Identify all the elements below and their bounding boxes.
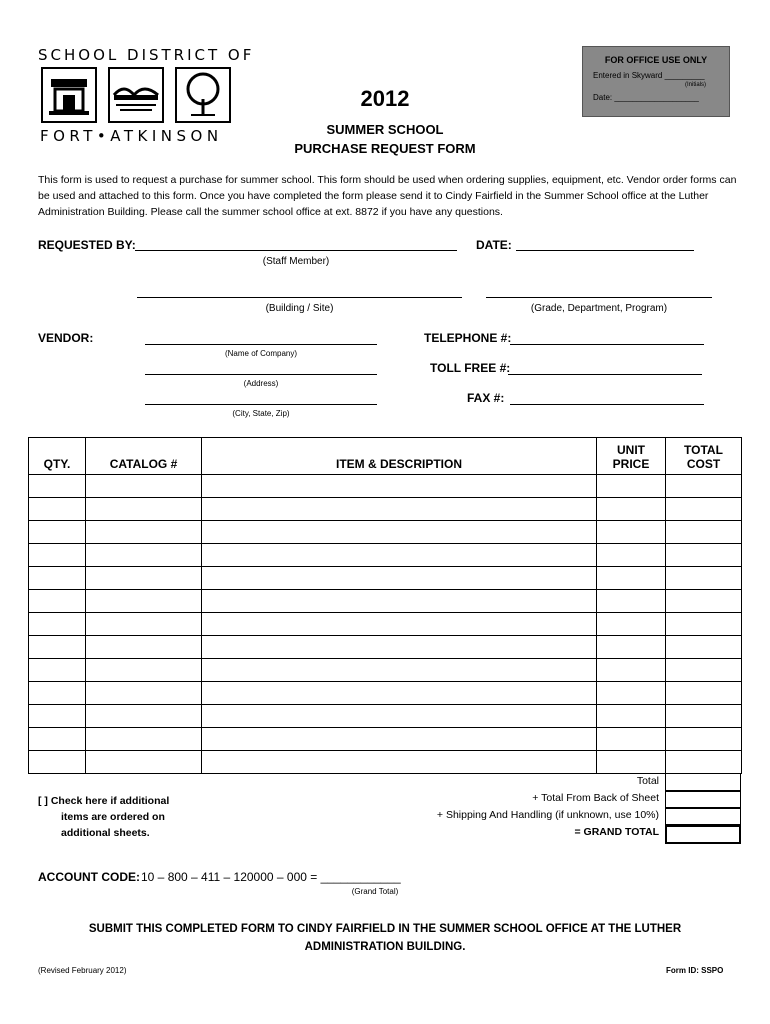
account-code-label: ACCOUNT CODE: bbox=[38, 870, 140, 884]
total-label: Total bbox=[636, 775, 659, 787]
table-row bbox=[29, 636, 742, 659]
submit-instructions: SUBMIT THIS COMPLETED FORM TO CINDY FAIRFIELD IN THE SUMMER SCHOOL OFFICE AT THE LUTHER ADMINISTRATION BUILDING. bbox=[88, 923, 682, 953]
unit-price-cell[interactable] bbox=[597, 498, 666, 521]
office-date: Date: ___________________ bbox=[593, 93, 699, 102]
table-row bbox=[29, 590, 742, 613]
city-state-zip-field[interactable] bbox=[145, 404, 377, 405]
table-row bbox=[29, 498, 742, 521]
bridge-icon bbox=[108, 67, 164, 123]
catalog-cell[interactable] bbox=[86, 613, 202, 636]
office-use-box bbox=[582, 46, 730, 117]
catalog-cell[interactable] bbox=[86, 475, 202, 498]
check-line-2: items are ordered on bbox=[61, 811, 165, 823]
qty-cell[interactable] bbox=[29, 567, 86, 590]
catalog-header: CATALOG # bbox=[86, 438, 202, 475]
grand-total-cell[interactable] bbox=[665, 825, 741, 844]
unit-price-cell[interactable] bbox=[597, 751, 666, 774]
tree-icon bbox=[175, 67, 231, 123]
table-row bbox=[29, 682, 742, 705]
table-row bbox=[29, 544, 742, 567]
total-cost-cell[interactable] bbox=[666, 659, 742, 682]
skyward-entry: Entered in Skyward _________ bbox=[593, 71, 705, 80]
check-line-1: [ ] Check here if additional bbox=[38, 795, 170, 807]
unit-price-cell[interactable] bbox=[597, 659, 666, 682]
total-cost-header: TOTAL COST bbox=[666, 438, 742, 475]
shipping-label: + Shipping And Handling (if unknown, use 10%) bbox=[436, 809, 659, 821]
telephone-field[interactable] bbox=[510, 344, 704, 345]
description-cell[interactable] bbox=[202, 475, 597, 498]
grand-total-label: = GRAND TOTAL bbox=[574, 826, 659, 838]
unit-price-cell[interactable] bbox=[597, 590, 666, 613]
building-site-field[interactable] bbox=[137, 297, 462, 298]
check-line-3: additional sheets. bbox=[61, 827, 150, 839]
telephone-label: TELEPHONE #: bbox=[424, 331, 512, 345]
qty-cell[interactable] bbox=[29, 498, 86, 521]
grade-dept-caption: (Grade, Department, Program) bbox=[530, 303, 668, 314]
requested-by-field[interactable] bbox=[135, 250, 457, 251]
catalog-cell[interactable] bbox=[86, 728, 202, 751]
address-field[interactable] bbox=[145, 374, 377, 375]
table-row bbox=[29, 751, 742, 774]
catalog-cell[interactable] bbox=[86, 682, 202, 705]
city-state-zip-caption: (City, State, Zip) bbox=[232, 409, 290, 418]
additional-sheets-checkbox[interactable] bbox=[38, 793, 169, 841]
total-cost-cell[interactable] bbox=[666, 751, 742, 774]
staff-member-caption: (Staff Member) bbox=[262, 256, 330, 267]
items-table bbox=[28, 437, 742, 774]
school-building-icon bbox=[41, 67, 97, 123]
unit-price-cell[interactable] bbox=[597, 613, 666, 636]
company-name-caption: (Name of Company) bbox=[224, 349, 298, 358]
toll-free-label: TOLL FREE #: bbox=[430, 361, 511, 375]
total-cost-cell[interactable] bbox=[666, 498, 742, 521]
description-cell[interactable] bbox=[202, 590, 597, 613]
grade-dept-field[interactable] bbox=[486, 297, 712, 298]
vendor-label: VENDOR: bbox=[38, 331, 94, 345]
description-cell[interactable] bbox=[202, 636, 597, 659]
total-cost-cell[interactable] bbox=[666, 728, 742, 751]
catalog-cell[interactable] bbox=[86, 567, 202, 590]
table-header-row bbox=[29, 438, 742, 475]
table-row bbox=[29, 475, 742, 498]
unit-price-cell[interactable] bbox=[597, 705, 666, 728]
description-cell[interactable] bbox=[202, 613, 597, 636]
description-cell[interactable] bbox=[202, 544, 597, 567]
qty-cell[interactable] bbox=[29, 544, 86, 567]
unit-price-header: UNIT PRICE bbox=[597, 438, 666, 475]
qty-cell[interactable] bbox=[29, 682, 86, 705]
address-caption: (Address) bbox=[243, 379, 279, 388]
total-cost-cell[interactable] bbox=[666, 567, 742, 590]
form-id: Form ID: SSPO bbox=[666, 966, 724, 975]
back-sheet-cell[interactable] bbox=[665, 791, 741, 808]
qty-header: QTY. bbox=[29, 438, 86, 475]
total-cost-cell[interactable] bbox=[666, 544, 742, 567]
grand-total-caption: (Grand Total) bbox=[351, 887, 399, 896]
qty-cell[interactable] bbox=[29, 659, 86, 682]
total-cost-cell[interactable] bbox=[666, 682, 742, 705]
account-code-value[interactable]: 10 – 800 – 411 – 120000 – 000 = ____________ bbox=[141, 870, 401, 884]
company-name-field[interactable] bbox=[145, 344, 377, 345]
qty-cell[interactable] bbox=[29, 590, 86, 613]
description-cell[interactable] bbox=[202, 498, 597, 521]
fax-field[interactable] bbox=[510, 404, 704, 405]
total-cost-cell[interactable] bbox=[666, 590, 742, 613]
date-label: DATE: bbox=[476, 238, 512, 252]
unit-price-cell[interactable] bbox=[597, 636, 666, 659]
qty-cell[interactable] bbox=[29, 728, 86, 751]
form-title-line1: SUMMER SCHOOL bbox=[326, 122, 444, 137]
table-row bbox=[29, 613, 742, 636]
total-cost-cell[interactable] bbox=[666, 521, 742, 544]
catalog-cell[interactable] bbox=[86, 659, 202, 682]
unit-price-cell[interactable] bbox=[597, 728, 666, 751]
unit-price-cell[interactable] bbox=[597, 475, 666, 498]
total-cost-cell[interactable] bbox=[666, 475, 742, 498]
catalog-cell[interactable] bbox=[86, 751, 202, 774]
back-sheet-label: + Total From Back of Sheet bbox=[532, 792, 659, 804]
total-cost-cell[interactable] bbox=[666, 613, 742, 636]
table-row bbox=[29, 659, 742, 682]
description-cell[interactable] bbox=[202, 682, 597, 705]
building-site-caption: (Building / Site) bbox=[265, 303, 334, 314]
office-use-title: FOR OFFICE USE ONLY bbox=[604, 55, 708, 65]
total-cell[interactable] bbox=[665, 774, 741, 791]
revised-date: (Revised February 2012) bbox=[38, 966, 127, 975]
catalog-cell[interactable] bbox=[86, 521, 202, 544]
qty-cell[interactable] bbox=[29, 475, 86, 498]
description-cell[interactable] bbox=[202, 751, 597, 774]
date-field[interactable] bbox=[516, 250, 694, 251]
intro-paragraph: This form is used to request a purchase for summer school. This form should be used when ordering supplies, equipment, etc. Vendor order forms can be used and attached to this form. Once you have completed the form please send it to Cindy Fairfield in the Summer School office at the Luther Administration Building. Please call the summer school office at ext. 8872 if you have any questions. bbox=[38, 174, 737, 219]
shipping-cell[interactable] bbox=[665, 808, 741, 825]
unit-price-cell[interactable] bbox=[597, 521, 666, 544]
catalog-cell[interactable] bbox=[86, 636, 202, 659]
qty-cell[interactable] bbox=[29, 613, 86, 636]
catalog-cell[interactable] bbox=[86, 590, 202, 613]
description-cell[interactable] bbox=[202, 567, 597, 590]
catalog-cell[interactable] bbox=[86, 705, 202, 728]
logo-top-text: SCHOOL DISTRICT OF bbox=[38, 46, 255, 64]
fax-label: FAX #: bbox=[467, 391, 505, 405]
requested-by-label: REQUESTED BY: bbox=[38, 238, 136, 252]
table-row bbox=[29, 567, 742, 590]
item-description-header: ITEM & DESCRIPTION bbox=[202, 438, 597, 475]
description-cell[interactable] bbox=[202, 521, 597, 544]
description-cell[interactable] bbox=[202, 659, 597, 682]
total-cost-cell[interactable] bbox=[666, 636, 742, 659]
table-row bbox=[29, 705, 742, 728]
catalog-cell[interactable] bbox=[86, 498, 202, 521]
qty-cell[interactable] bbox=[29, 705, 86, 728]
logo-bottom-text: FORT•ATKINSON bbox=[40, 127, 223, 145]
initials-caption: (Initials) bbox=[685, 82, 707, 88]
form-title-line2: PURCHASE REQUEST FORM bbox=[294, 141, 476, 156]
qty-cell[interactable] bbox=[29, 636, 86, 659]
table-row bbox=[29, 728, 742, 751]
unit-price-cell[interactable] bbox=[597, 682, 666, 705]
description-cell[interactable] bbox=[202, 728, 597, 751]
toll-free-field[interactable] bbox=[508, 374, 702, 375]
table-row bbox=[29, 521, 742, 544]
description-cell[interactable] bbox=[202, 705, 597, 728]
catalog-cell[interactable] bbox=[86, 544, 202, 567]
form-year: 2012 bbox=[360, 86, 410, 111]
qty-cell[interactable] bbox=[29, 521, 86, 544]
unit-price-cell[interactable] bbox=[597, 544, 666, 567]
qty-cell[interactable] bbox=[29, 751, 86, 774]
total-cost-cell[interactable] bbox=[666, 705, 742, 728]
unit-price-cell[interactable] bbox=[597, 567, 666, 590]
